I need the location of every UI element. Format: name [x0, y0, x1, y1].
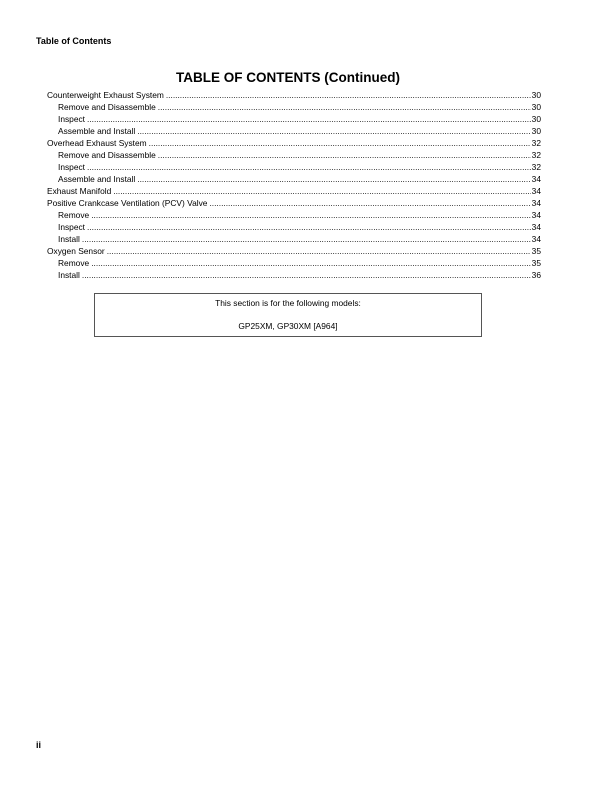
dot-leader [87, 113, 531, 125]
toc-entry-page: 32 [531, 162, 541, 172]
dot-leader [158, 149, 531, 161]
toc-entry[interactable] [47, 269, 541, 281]
models-notice-intro: This section is for the following models: [215, 298, 361, 308]
dot-leader [82, 269, 531, 281]
toc-entry-label: Overhead Exhaust System [47, 138, 147, 148]
dot-leader [137, 173, 530, 185]
toc-entry-label: Exhaust Manifold [47, 186, 112, 196]
toc-entry-page: 30 [531, 126, 541, 136]
dot-leader [91, 209, 530, 221]
toc-entry[interactable] [47, 125, 541, 137]
toc-entry[interactable] [47, 89, 541, 101]
dot-leader [166, 89, 531, 101]
toc-entry-label: Counterweight Exhaust System [47, 90, 164, 100]
toc-entry[interactable] [47, 161, 541, 173]
toc-entry-label: Assemble and Install [58, 174, 136, 184]
toc-entry-label: Remove and Disassemble [58, 102, 156, 112]
dot-leader [113, 185, 530, 197]
toc-entry-page: 34 [531, 210, 541, 220]
toc-entry-page: 36 [531, 270, 541, 280]
toc-entry-page: 34 [531, 174, 541, 184]
toc-entry-label: Remove [58, 258, 90, 268]
toc-entry-label: Positive Crankcase Ventilation (PCV) Valve [47, 198, 208, 208]
toc-entry[interactable] [47, 257, 541, 269]
toc-entry[interactable] [47, 137, 541, 149]
running-header: Table of Contents [36, 36, 112, 46]
toc-entry-page: 34 [531, 234, 541, 244]
models-notice-box [94, 293, 482, 337]
toc-entry-label: Assemble and Install [58, 126, 136, 136]
dot-leader [149, 137, 531, 149]
toc-entry[interactable] [47, 197, 541, 209]
toc-entry-label: Remove [58, 210, 90, 220]
dot-leader [107, 245, 531, 257]
dot-leader [87, 221, 531, 233]
dot-leader [158, 101, 531, 113]
page-number: ii [36, 740, 42, 750]
toc-entry-label: Oxygen Sensor [47, 246, 105, 256]
toc-entry-page: 34 [531, 198, 541, 208]
dot-leader [82, 233, 531, 245]
dot-leader [87, 161, 531, 173]
toc-entry[interactable] [47, 113, 541, 125]
toc-entry[interactable] [47, 221, 541, 233]
toc-entry-page: 30 [531, 102, 541, 112]
toc-entry-page: 35 [531, 258, 541, 268]
toc-entry-page: 30 [531, 114, 541, 124]
toc-entry-label: Inspect [58, 222, 86, 232]
toc-entry-label: Install [58, 270, 80, 280]
toc-entry-label: Install [58, 234, 80, 244]
toc-list [47, 89, 541, 281]
toc-entry[interactable] [47, 185, 541, 197]
toc-entry[interactable] [47, 233, 541, 245]
toc-entry[interactable] [47, 245, 541, 257]
toc-entry-page: 32 [531, 150, 541, 160]
dot-leader [209, 197, 530, 209]
toc-entry-page: 34 [531, 222, 541, 232]
toc-entry-label: Inspect [58, 162, 86, 172]
toc-entry[interactable] [47, 101, 541, 113]
toc-entry-page: 32 [531, 138, 541, 148]
toc-entry-page: 34 [531, 186, 541, 196]
dot-leader [137, 125, 530, 137]
toc-entry[interactable] [47, 173, 541, 185]
dot-leader [91, 257, 530, 269]
toc-entry[interactable] [47, 149, 541, 161]
toc-entry[interactable] [47, 209, 541, 221]
toc-entry-page: 35 [531, 246, 541, 256]
models-list: GP25XM, GP30XM [A964] [238, 321, 338, 331]
page-title: TABLE OF CONTENTS (Continued) [176, 70, 400, 85]
toc-entry-label: Remove and Disassemble [58, 150, 156, 160]
toc-entry-label: Inspect [58, 114, 86, 124]
toc-entry-page: 30 [531, 90, 541, 100]
